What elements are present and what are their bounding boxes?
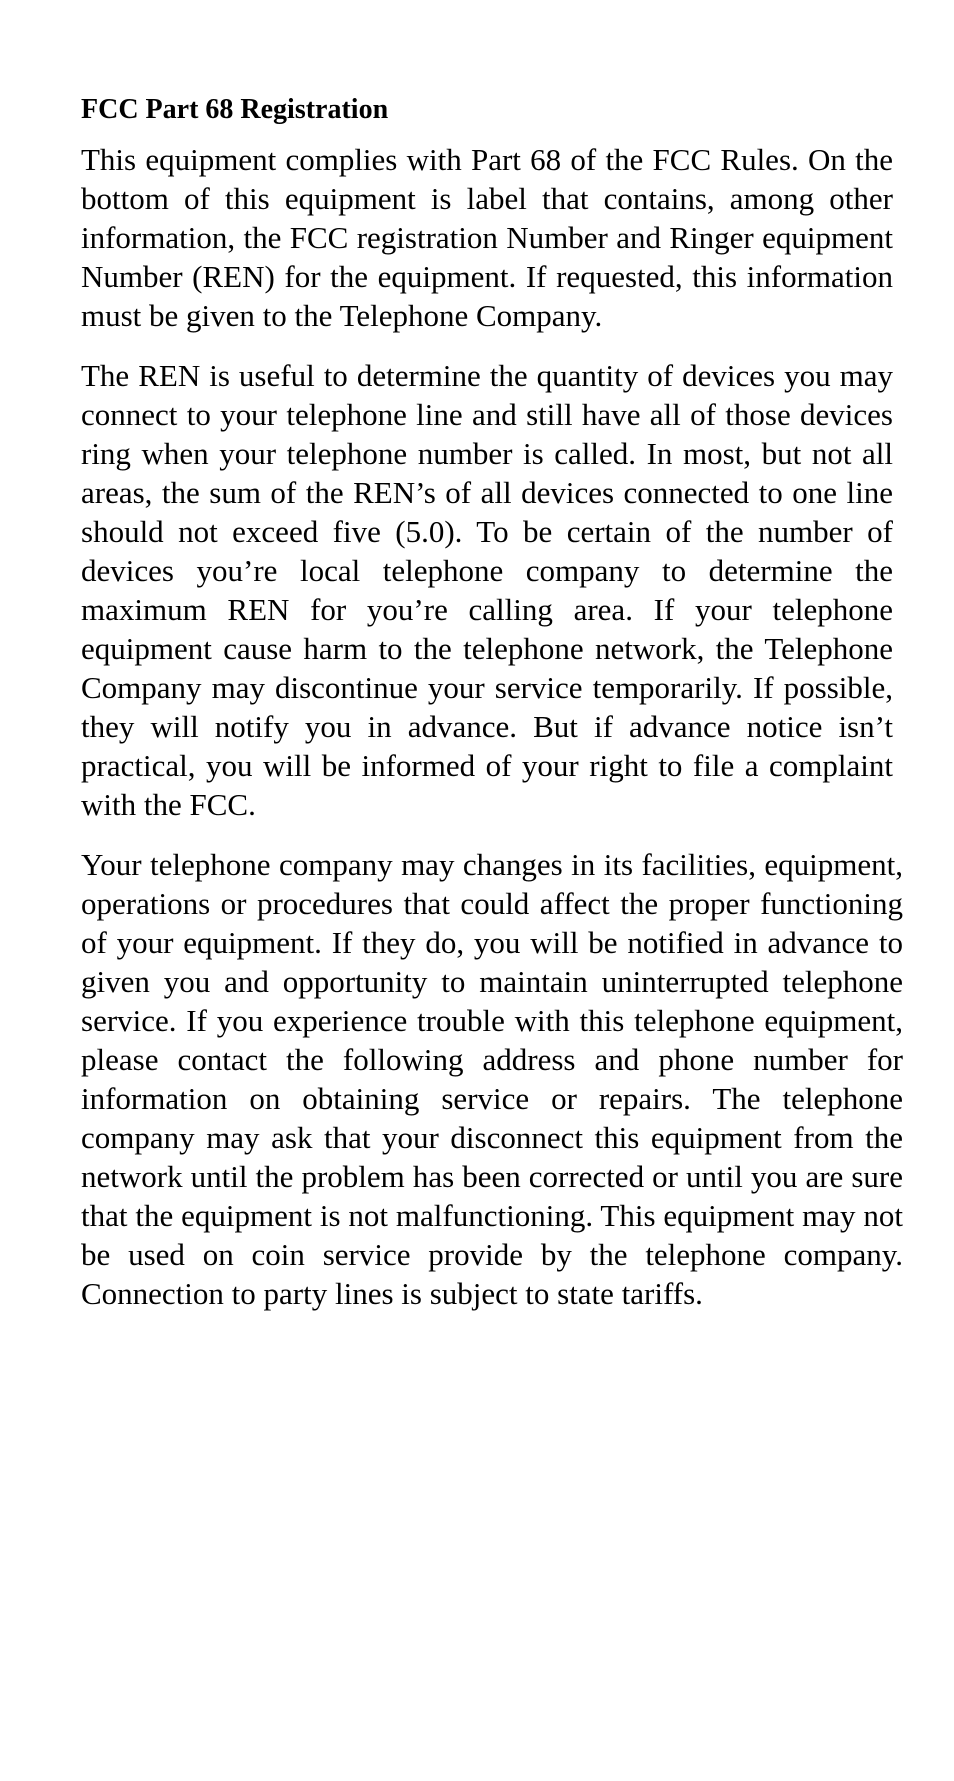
- paragraph-ren: The REN is useful to determine the quantity of devices you may connect to your telephone line and still have all of those devices ring when your telephone number is called. In most, but not all areas, the sum of the REN’s of all devices connected to one line should not exceed five (5.0). To be certain of the number of devices you’re local telephone company to determine the maximum REN for you’re calling area. If your telephone equipment cause harm to the telephone network, the Telephone Company may discontinue your service temporarily. If possible, they will notify you in advance. But if advance notice isn’t practical, you will be informed of your right to file a complaint with the FCC.: [81, 358, 893, 822]
- paragraph-registration: This equipment complies with Part 68 of the FCC Rules. On the bottom of this equipment is label that contains, among other information, the FCC registration Number and Ringer equipment Number (REN) for the equipment. If requested, this information must be given to the Telephone Company.: [81, 142, 893, 333]
- document-page: [81, 88, 903, 1334]
- section-heading: FCC Part 68 Registration: [81, 94, 389, 125]
- paragraph-changes: Your telephone company may changes in its facilities, equipment, operations or procedures that could affect the proper functioning of your equipment. If they do, you will be notified in advance to given you and opportunity to maintain uninterrupted telephone service. If you experience trouble with this telephone equipment, please contact the following address and phone number for information on obtaining service or repairs. The telephone company may ask that your disconnect this equipment from the network until the problem has been corrected or until you are sure that the equipment is not malfunctioning. This equipment may not be used on coin service provide by the telephone company. Connection to party lines is subject to state tariffs.: [81, 847, 903, 1311]
